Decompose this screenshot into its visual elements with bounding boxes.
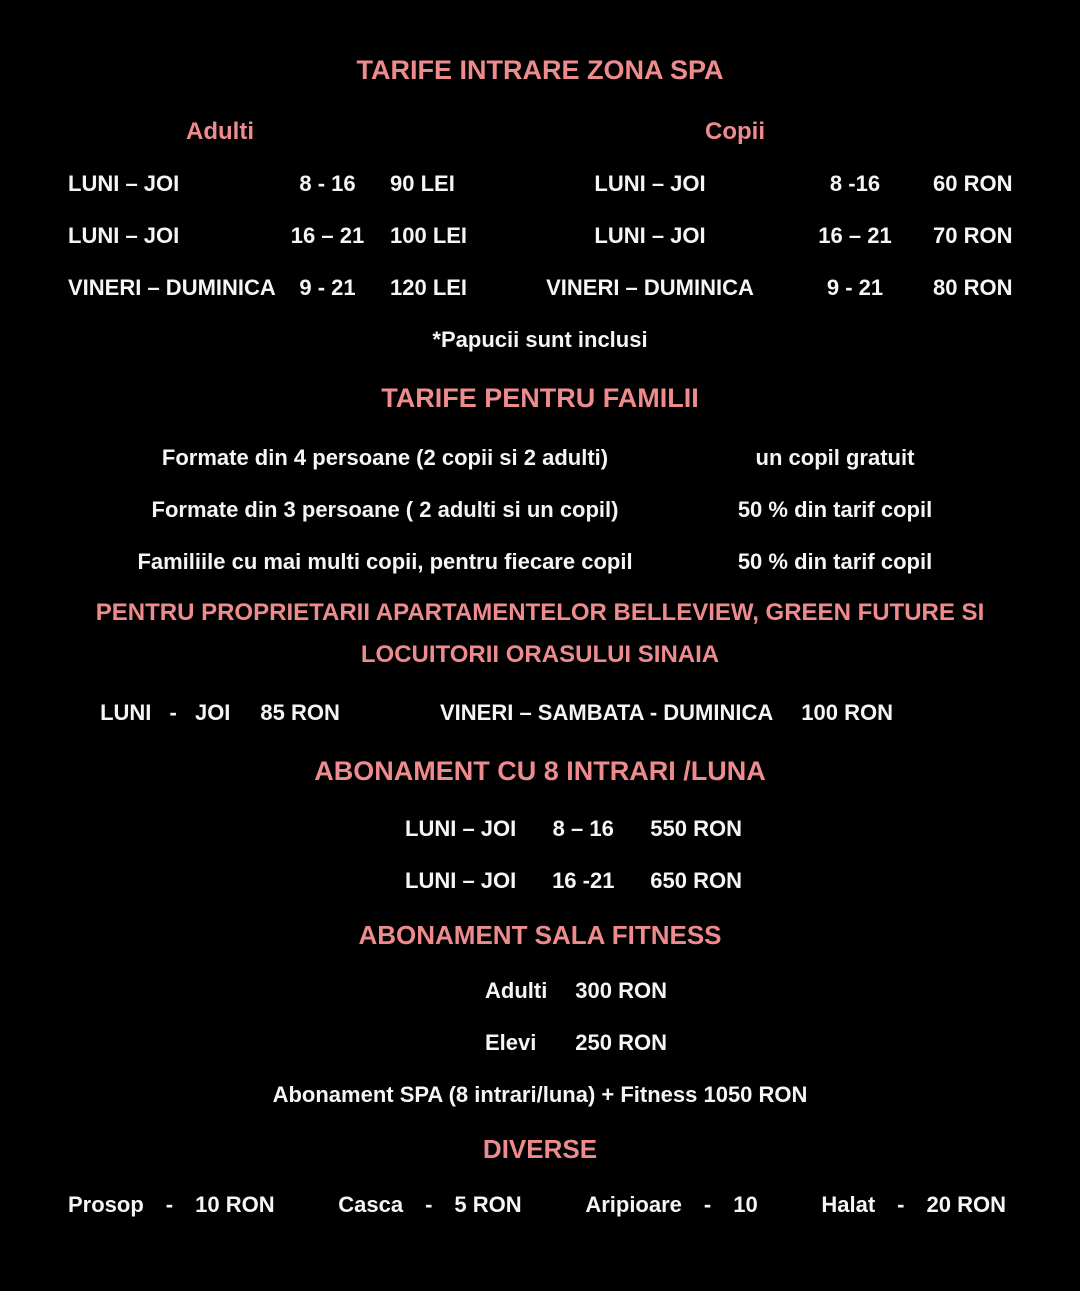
children-price-1: 60 RON: [933, 171, 1013, 196]
fitness-row-1: [0, 965, 1080, 1017]
family-rates-title: TARIFE PENTRU FAMILII: [381, 382, 699, 413]
residents-weekday-price: 85 RON: [260, 700, 340, 725]
subscription-row-2: [0, 855, 1080, 907]
family-price-2: 50 % din tarif copil: [737, 497, 933, 522]
adults-rate-1: [0, 171, 540, 197]
family-description-1: Formate din 4 persoane (2 copii si 2 adulti): [161, 445, 609, 470]
residents-weekend-days: VINERI – SAMBATA - DUMINICA: [440, 700, 774, 725]
adults-days-2: LUNI – JOI: [68, 223, 180, 248]
family-rate-row-3: [0, 536, 1080, 588]
misc-price-towel: 10 RON: [195, 1192, 275, 1217]
children-hours-2: 16 – 21: [818, 223, 892, 248]
misc-price-cap: 5 RON: [454, 1192, 522, 1217]
misc-price-bathrobe: 20 RON: [926, 1192, 1006, 1217]
misc-dash: -: [703, 1192, 712, 1217]
adults-price-2: 100 LEI: [390, 223, 468, 248]
residents-rate-row: [0, 687, 1080, 739]
subscription-days-2: LUNI – JOI: [405, 868, 517, 893]
adults-column-header: Adulti: [186, 118, 254, 145]
spa-rate-row-3: [0, 262, 1080, 314]
subscription-title: ABONAMENT CU 8 INTRARI /LUNA: [314, 755, 766, 786]
misc-item-cap: [338, 1192, 521, 1218]
residents-weekend-rate: [440, 700, 893, 726]
children-hours-3: 9 - 21: [826, 275, 884, 300]
family-price-1: un copil gratuit: [755, 445, 915, 470]
adults-hours-3: 9 - 21: [299, 275, 356, 300]
residents-title: [0, 592, 1080, 676]
adults-hours-2: 16 – 21: [290, 223, 365, 248]
fitness-price-2: 250 RON: [575, 1030, 667, 1055]
adults-days-3: VINERI – DUMINICA: [68, 275, 276, 300]
misc-dash: -: [897, 1192, 905, 1217]
spa-fitness-combo: Abonament SPA (8 intrari/luna) + Fitness 1050 RON: [272, 1082, 808, 1107]
adults-rate-2: [0, 223, 540, 249]
fitness-label-2: Elevi: [485, 1030, 537, 1055]
spa-rates-title: TARIFE INTRARE ZONA SPA: [356, 54, 724, 85]
children-rate-1: [540, 171, 1080, 197]
children-rate-3: [540, 275, 1080, 301]
children-days-3: VINERI – DUMINICA: [546, 275, 754, 300]
children-days-2: LUNI – JOI: [594, 223, 706, 248]
fitness-price-1: 300 RON: [575, 978, 667, 1003]
family-description-3: Familiile cu mai multi copii, pentru fiecare copil: [137, 549, 633, 574]
residents-weekday-days: LUNI - JOI: [100, 700, 231, 725]
adults-days-1: LUNI – JOI: [68, 171, 180, 196]
misc-name-floaties: Aripioare: [585, 1192, 682, 1217]
misc-name-towel: Prosop: [68, 1192, 144, 1217]
misc-dash: -: [425, 1192, 433, 1217]
family-rate-row-1: [0, 432, 1080, 484]
residents-title-text: PENTRU PROPRIETARII APARTAMENTELOR BELLEVIEW, GREEN FUTURE SI LOCUITORII ORASULUI SINAIA: [95, 599, 985, 668]
misc-items-row: [0, 1179, 1080, 1231]
subscription-hours-1: 8 – 16: [552, 816, 614, 841]
adults-price-3: 120 LEI: [390, 275, 468, 300]
misc-item-floaties: [585, 1192, 757, 1218]
spa-rate-row-1: [0, 158, 1080, 210]
misc-title: DIVERSE: [482, 1133, 598, 1164]
misc-price-floaties: 10: [733, 1192, 758, 1217]
fitness-row-2: [0, 1017, 1080, 1069]
misc-item-bathrobe: [821, 1192, 1006, 1218]
adults-rate-3: [0, 275, 540, 301]
family-description-2: Formate din 3 persoane ( 2 adulti si un copil): [151, 497, 619, 522]
residents-weekday-rate: [0, 700, 440, 726]
residents-weekend-price: 100 RON: [801, 700, 893, 725]
children-days-1: LUNI – JOI: [594, 171, 706, 196]
children-rate-2: [540, 223, 1080, 249]
fitness-title: ABONAMENT SALA FITNESS: [358, 919, 722, 950]
spa-rate-row-2: [0, 210, 1080, 262]
children-price-2: 70 RON: [933, 223, 1013, 248]
misc-name-bathrobe: Halat: [821, 1192, 876, 1217]
misc-item-towel: [68, 1192, 275, 1218]
children-hours-1: 8 -16: [829, 171, 881, 196]
adults-price-1: 90 LEI: [390, 171, 455, 196]
subscription-hours-2: 16 -21: [552, 868, 615, 893]
slippers-footnote: *Papucii sunt inclusi: [432, 327, 648, 352]
subscription-price-1: 550 RON: [650, 816, 742, 841]
subscription-days-1: LUNI – JOI: [405, 816, 517, 841]
fitness-label-1: Adulti: [485, 978, 548, 1003]
adults-hours-1: 8 - 16: [299, 171, 356, 196]
misc-dash: -: [165, 1192, 174, 1217]
family-price-3: 50 % din tarif copil: [737, 549, 933, 574]
children-price-3: 80 RON: [933, 275, 1013, 300]
misc-name-cap: Casca: [338, 1192, 404, 1217]
family-rate-row-2: [0, 484, 1080, 536]
subscription-row-1: [0, 803, 1080, 855]
children-column-header: Copii: [705, 118, 765, 145]
spa-column-headers: [0, 106, 1080, 158]
subscription-price-2: 650 RON: [650, 868, 742, 893]
